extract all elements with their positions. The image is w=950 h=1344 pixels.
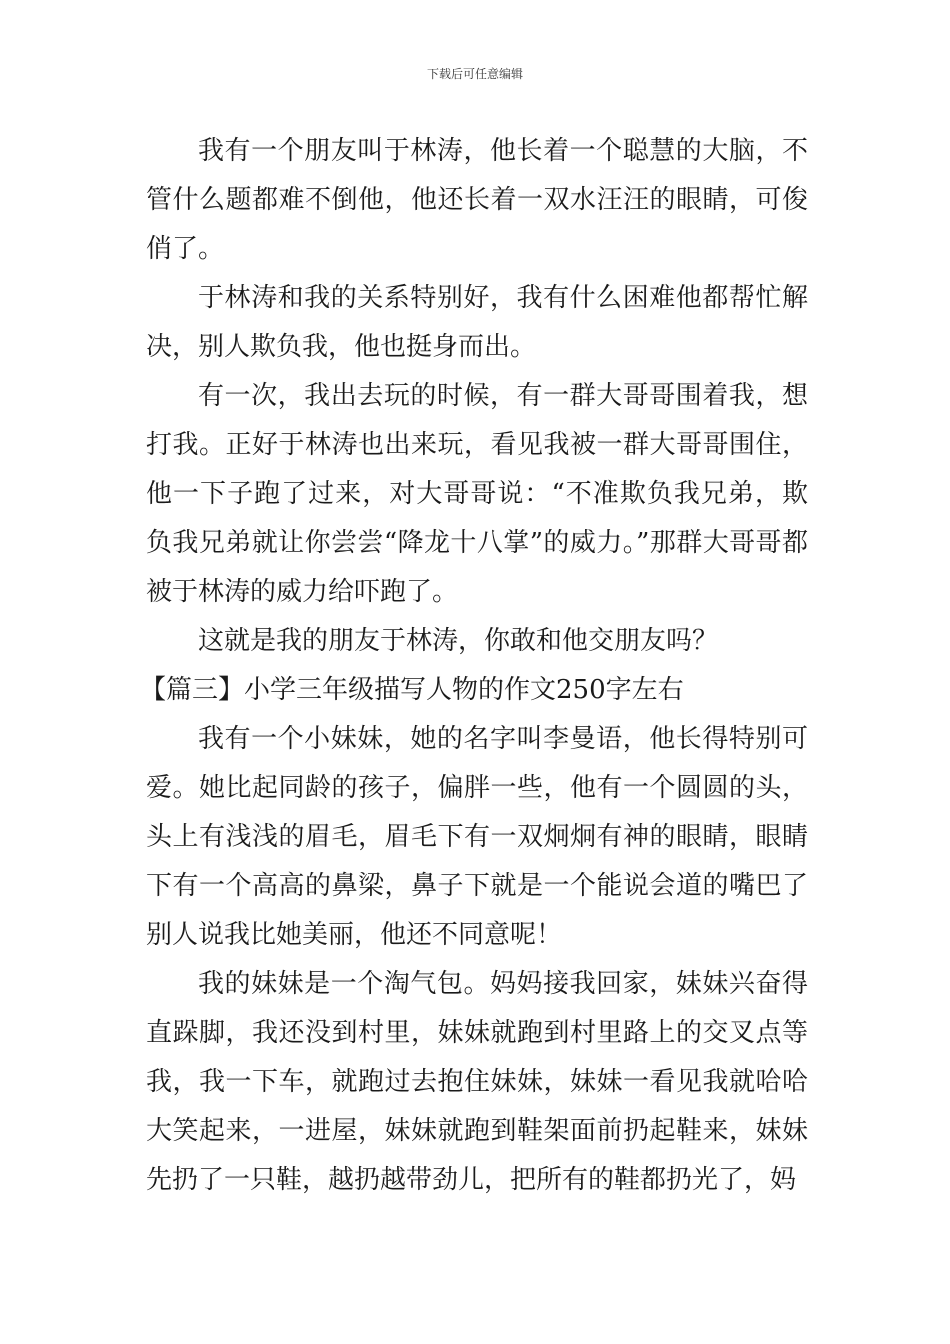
paragraph-sister-intro: 我有一个小妹妹，她的名字叫李曼语，他长得特别可爱。她比起同龄的孩子，偏胖一些，他有一个圆圆的头，头上有浅浅的眉毛，眉毛下有一双炯炯有神的眼睛，眼睛下有一个高高的鼻梁，鼻子下就是一个能说会道的嘴巴了别人说我比她美丽，他还不同意呢！ xyxy=(146,724,808,950)
paragraph-friend-conclusion: 这就是我的朋友于林涛，你敢和他交朋友吗？ xyxy=(198,626,719,656)
paragraph-friend-story: 有一次，我出去玩的时候，有一群大哥哥围着我，想打我。正好于林涛也出来玩，看见我被一群大哥哥围住，他一下子跑了过来，对大哥哥说：“不准欺负我兄弟，欺负我兄弟就让你尝尝“降龙十八掌”的威力。”那群大哥哥都被于林涛的威力给吓跑了。 xyxy=(146,381,808,607)
section-title: 【篇三】小学三年级描写人物的作文250字左右 xyxy=(140,675,684,705)
paragraph-friend-relationship: 于林涛和我的关系特别好，我有什么困难他都帮忙解决，别人欺负我，他也挺身而出。 xyxy=(146,283,808,362)
header-note: 下载后可任意编辑 xyxy=(426,67,523,81)
paragraph-sister-naughty: 我的妹妹是一个淘气包。妈妈接我回家，妹妹兴奋得直跺脚，我还没到村里，妹妹就跑到村里路上的交叉点等我，我一下车，就跑过去抱住妹妹，妹妹一看见我就哈哈大笑起来，一进屋，妹妹就跑到鞋架面前扔起鞋来，妹妹先扔了一只鞋，越扔越带劲儿，把所有的鞋都扔光了，妈 xyxy=(146,969,808,1195)
essay-body xyxy=(140,127,808,1205)
paragraph-friend-intro: 我有一个朋友叫于林涛，他长着一个聪慧的大脑，不管什么题都难不倒他，他还长着一双水汪汪的眼睛，可俊俏了。 xyxy=(146,136,808,264)
